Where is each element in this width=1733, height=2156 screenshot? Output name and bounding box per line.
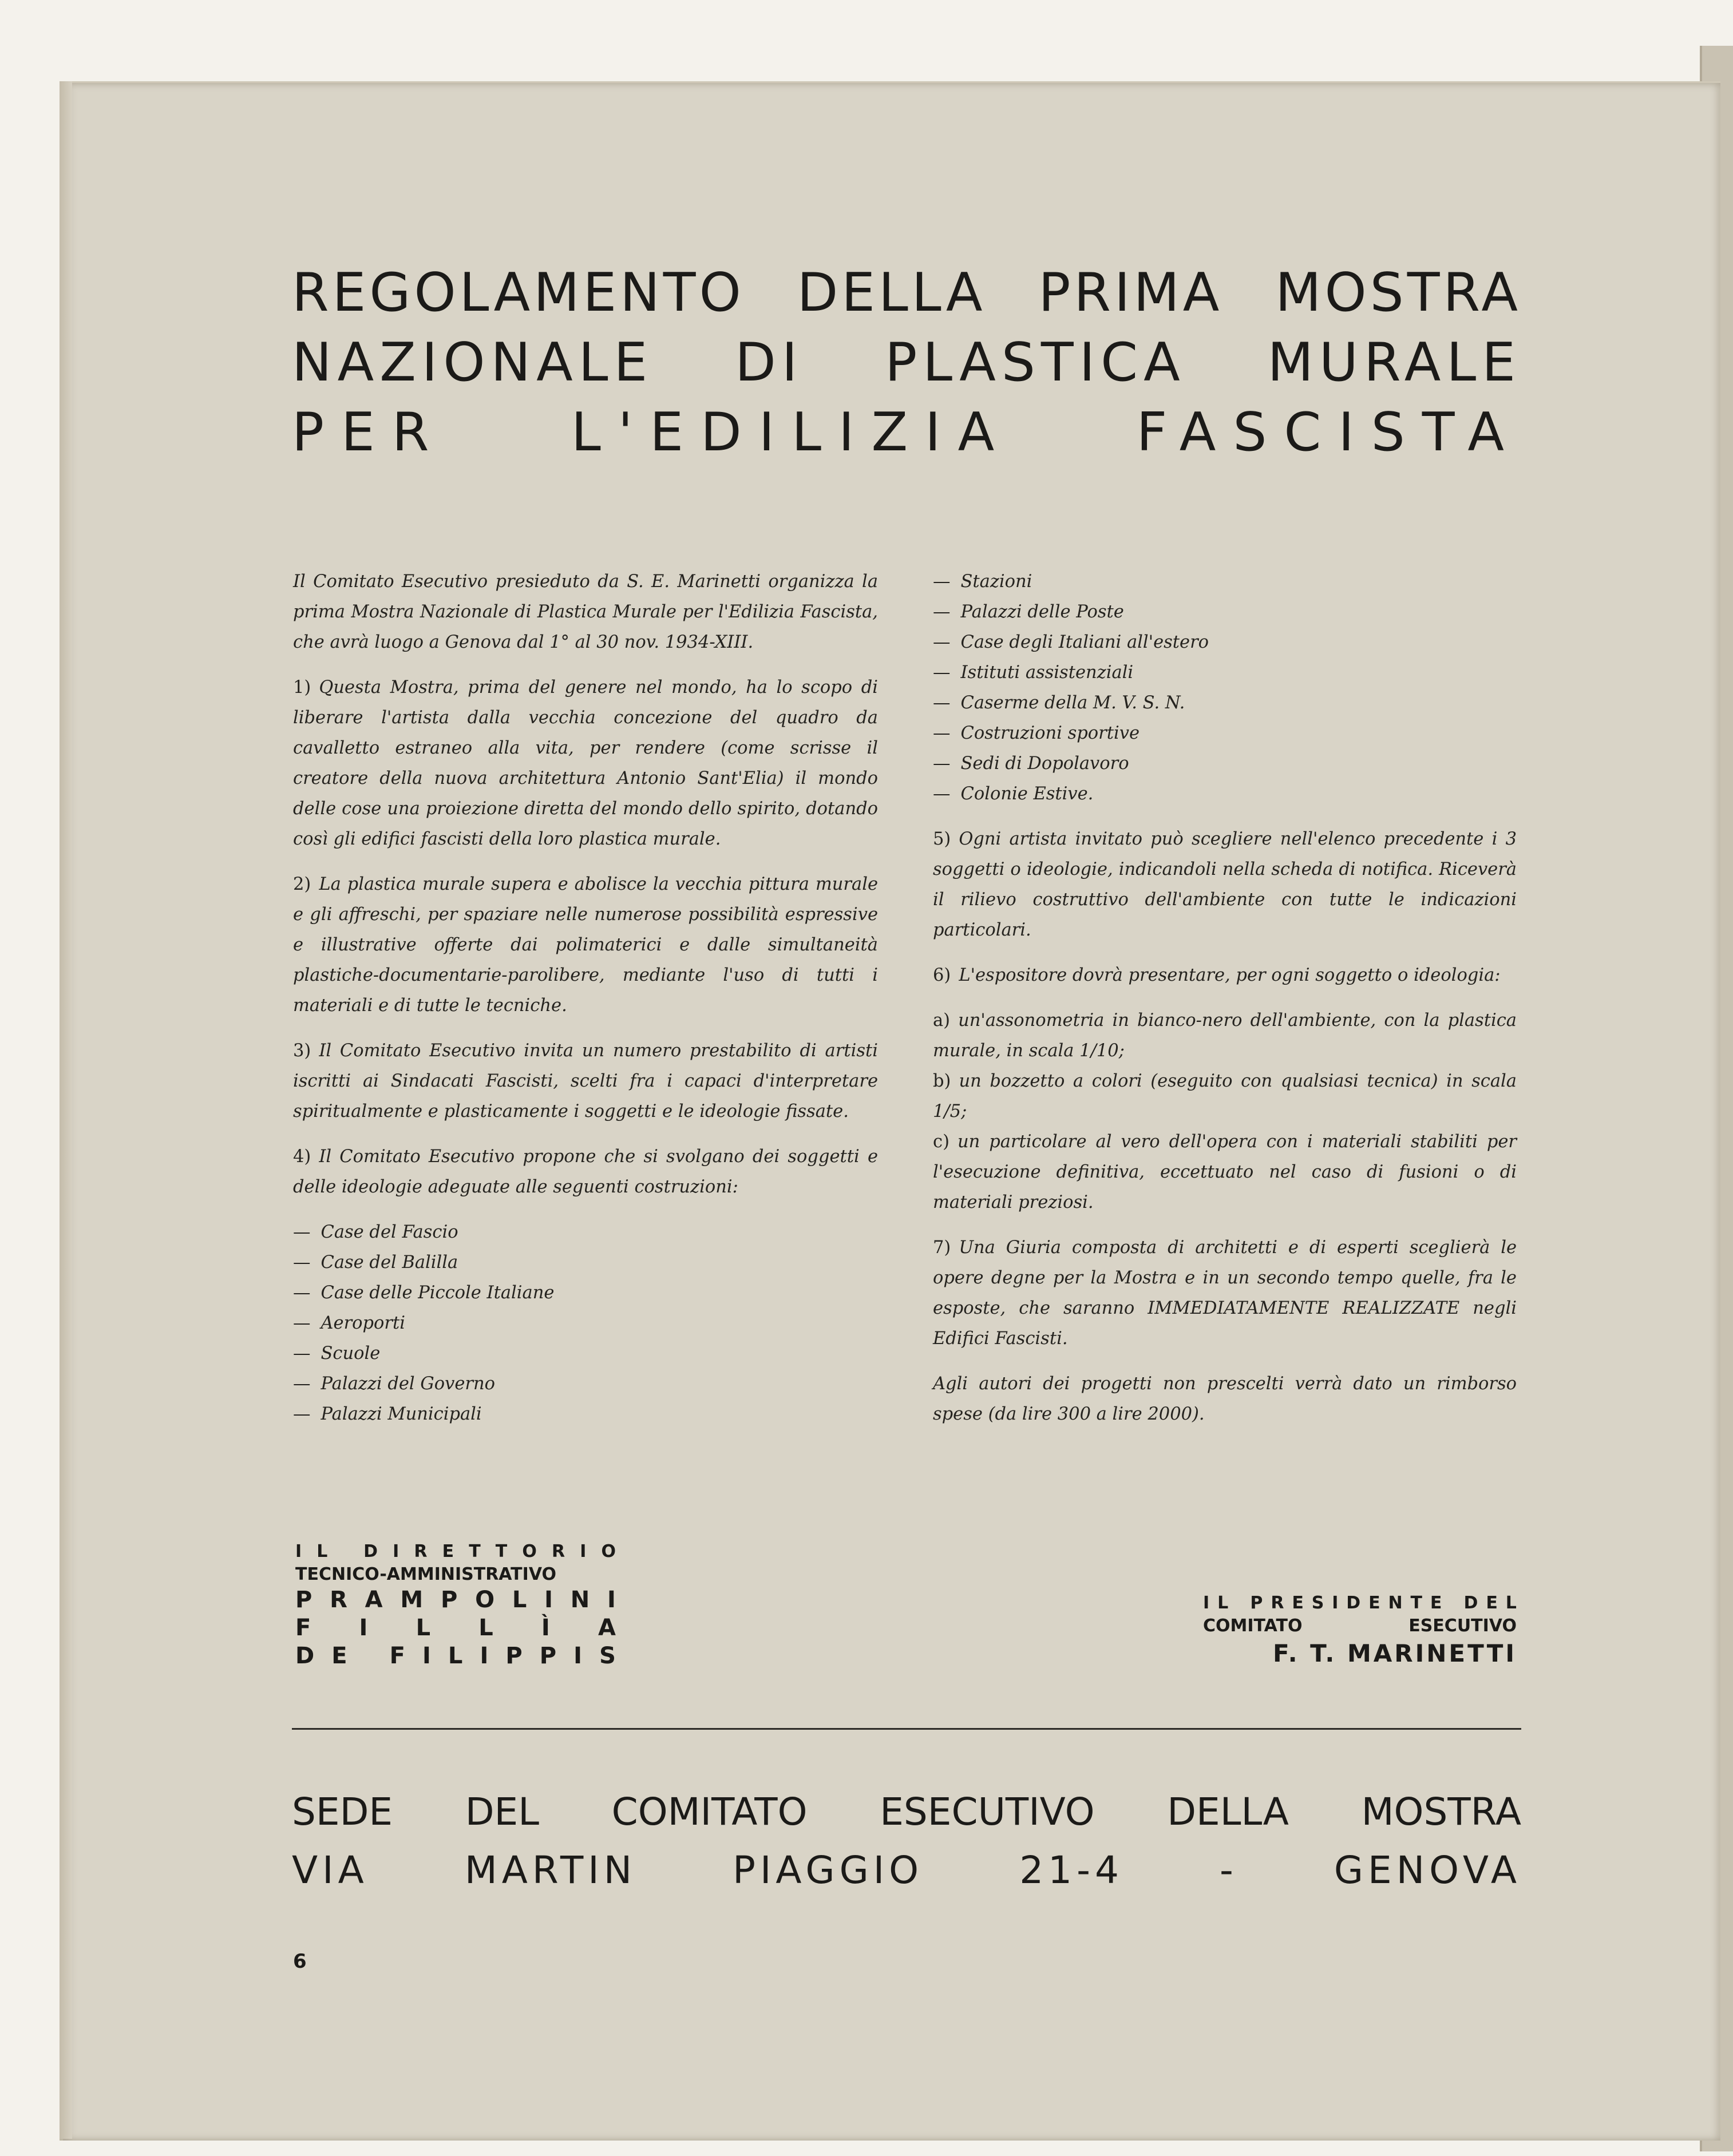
item-letter: a) <box>933 1010 951 1031</box>
letter: E <box>442 1541 454 1561</box>
letter: P <box>505 1643 523 1669</box>
letter: D <box>295 1643 315 1669</box>
article-number: 6) <box>933 965 951 985</box>
title-line-2 <box>292 327 1521 397</box>
letter: L <box>448 1643 463 1669</box>
sig-line-2: TECNICO-AMMINISTRATIVO <box>295 1564 557 1584</box>
list-item: — Istituti assistenziali <box>933 663 1134 683</box>
article-text: Il Comitato Esecutivo propone che si svolgano dei soggetti e delle ideologie adeguate alle seguenti costruzioni: <box>293 1147 878 1197</box>
article-text: Ogni artista invitato può scegliere nell'elenco precedente i 3 soggetti o ideologie, indicandoli nella scheda di notifica. Riceverà il rilievo costruttivo dell'ambiente con tutte le indicazioni particolari. <box>933 829 1517 940</box>
letter: P <box>295 1587 312 1613</box>
article-number: 4) <box>293 1147 311 1167</box>
letter: L <box>478 1615 493 1641</box>
title-word: DI <box>735 331 804 393</box>
letter: E <box>1292 1593 1304 1613</box>
letter: I <box>480 1643 489 1669</box>
title-line-1 <box>292 257 1521 327</box>
letter: N <box>570 1587 590 1613</box>
list-item: — Aeroporti <box>293 1313 405 1333</box>
article-2 <box>293 869 878 1021</box>
list-item: — Palazzi Municipali <box>293 1404 482 1424</box>
letter: I <box>359 1615 368 1641</box>
list-item: — Case delle Piccole Italiane <box>293 1283 555 1303</box>
letter <box>365 1642 373 1670</box>
list-item: — Scuole <box>293 1343 381 1364</box>
item-text: un particolare al vero dell'opera con i materiali stabiliti per l'esecuzione definitiva, eccettuato nel caso di fusioni o di materiali preziosi. <box>933 1132 1517 1212</box>
letter: R <box>330 1587 347 1613</box>
article-number: 5) <box>933 829 951 849</box>
title-word: REGOLAMENTO <box>292 261 745 323</box>
letter: L <box>416 1615 431 1641</box>
article-text: L'espositore dovrà presentare, per ogni soggetto o ideologia: <box>959 965 1501 985</box>
article-1 <box>293 672 878 854</box>
letter: L <box>1217 1593 1229 1613</box>
sig-name-prampolini <box>295 1586 616 1614</box>
sig-name-fillia <box>295 1614 616 1642</box>
letter: Ì <box>541 1615 550 1641</box>
letter <box>343 1540 349 1563</box>
letter <box>1450 1592 1455 1615</box>
title-line-3 <box>292 397 1521 467</box>
sig-president-line-2: COMITATO ESECUTIVO <box>1203 1616 1517 1636</box>
letter: E <box>1368 1593 1380 1613</box>
letter: E <box>1430 1593 1442 1613</box>
article-text: Una Giuria composta di architetti e di esperti sceglierà le opere degne per la Mostra e in un secondo tempo quelle, fra le esposte, che saranno IMMEDIATAMENTE REALIZZATE negli Edifici Fascisti. <box>933 1238 1517 1349</box>
letter: L <box>316 1541 328 1561</box>
list-item: — Costruzioni sportive <box>933 723 1140 743</box>
closing-paragraph: Agli autori dei progetti non prescelti verrà dato un rimborso spese (da lire 300 a lire 2000). <box>933 1374 1517 1424</box>
letter: D <box>1463 1593 1478 1613</box>
item-letter: b) <box>933 1071 951 1091</box>
sig-president-name: F. T. MARINETTI <box>1273 1639 1517 1667</box>
letter: E <box>331 1643 347 1669</box>
letter: A <box>598 1615 616 1641</box>
list-item: — Colonie Estive. <box>933 784 1094 804</box>
footer-line-2: VIA MARTIN PIAGGIO 21-4 - GENOVA <box>292 1848 1521 1892</box>
letter: P <box>539 1643 557 1669</box>
letter: O <box>522 1541 537 1561</box>
letter: S <box>599 1643 616 1669</box>
title-word: PLASTICA <box>885 331 1186 393</box>
list-item: — Sedi di Dopolavoro <box>933 754 1129 774</box>
title-word: PER <box>292 401 446 463</box>
list-item: — Palazzi delle Poste <box>933 602 1124 622</box>
page-binding-edge <box>60 81 72 2139</box>
letter <box>1236 1592 1242 1615</box>
article-text: La plastica murale supera e abolisce la vecchia pittura murale e gli affreschi, per spaziare nelle numerose possibilità espressive e illustrative offerte dai polimaterici e dalle simultaneità plastiche-documentarie-parolibere, mediante l'uso di tutti i materiali e di tutte le tecniche. <box>293 874 878 1016</box>
horizontal-rule <box>292 1728 1521 1730</box>
letter: M <box>400 1587 424 1613</box>
sig-line-1 <box>295 1540 616 1563</box>
article-3 <box>293 1036 878 1127</box>
letter: I <box>573 1643 583 1669</box>
title-word: PRIMA <box>1038 261 1223 323</box>
item-letter: c) <box>933 1132 949 1152</box>
letter: D <box>1346 1593 1361 1613</box>
letter: T <box>1410 1593 1422 1613</box>
article-number: 1) <box>293 677 311 697</box>
footer-address <box>292 1783 1521 1900</box>
left-column <box>293 566 878 1429</box>
page-title <box>292 257 1521 467</box>
signature-president <box>1203 1592 1517 1670</box>
article-7 <box>933 1232 1517 1354</box>
letter: I <box>580 1541 587 1561</box>
title-word: MURALE <box>1267 331 1521 393</box>
item-text: un'assonometria in bianco-nero dell'ambiente, con la plastica murale, in scala 1/10; <box>933 1010 1517 1061</box>
letter: P <box>1250 1593 1263 1613</box>
page-number: 6 <box>293 1950 307 1973</box>
right-column <box>933 566 1517 1429</box>
letter: P <box>440 1587 458 1613</box>
letter: R <box>414 1541 428 1561</box>
letter: I <box>295 1541 302 1561</box>
letter: R <box>551 1541 565 1561</box>
list-item: — Caserme della M. V. S. N. <box>933 693 1185 713</box>
letter: A <box>365 1587 383 1613</box>
item-c <box>933 1127 1517 1218</box>
title-word: DELLA <box>797 261 986 323</box>
letter: N <box>1388 1593 1403 1613</box>
list-item: — Palazzi del Governo <box>293 1374 495 1394</box>
letter: E <box>1486 1593 1498 1613</box>
footer-line-1: SEDE DEL COMITATO ESECUTIVO DELLA MOSTRA <box>292 1790 1521 1834</box>
article-4 <box>293 1142 878 1202</box>
letter: I <box>393 1541 399 1561</box>
letter: T <box>469 1541 481 1561</box>
item-text: un bozzetto a colori (eseguito con qualsiasi tecnica) in scala 1/5; <box>933 1071 1517 1121</box>
title-word: MOSTRA <box>1275 261 1521 323</box>
article-text: Questa Mostra, prima del genere nel mondo, ha lo scopo di liberare l'artista dalla vecchia concezione del quadro da cavalletto estraneo alla vita, per rendere (come scrisse il creatore della nuova architettura Antonio Sant'Elia) il mondo delle cose una proiezione diretta del mondo dello spirito, dotando così gli edifici fascisti della loro plastica murale. <box>293 677 878 849</box>
letter: L <box>512 1587 527 1613</box>
letter: I <box>1332 1593 1339 1613</box>
sig-president-line-1 <box>1203 1592 1517 1615</box>
letter: O <box>475 1587 495 1613</box>
article-number: 3) <box>293 1041 311 1061</box>
intro-paragraph: Il Comitato Esecutivo presieduto da S. E. Marinetti organizza la prima Mostra Nazionale di Plastica Murale per l'Edilizia Fascista, che avrà luogo a Genova dal 1° al 30 nov. 1934-XIII. <box>293 572 878 652</box>
list-item: — Case del Fascio <box>293 1222 458 1242</box>
list-item: — Stazioni <box>933 572 1032 592</box>
item-b <box>933 1066 1517 1127</box>
sig-name-de-filippis <box>295 1642 616 1670</box>
article-number: 7) <box>933 1238 951 1258</box>
letter: S <box>1311 1593 1324 1613</box>
building-list-left <box>293 1217 878 1429</box>
letter: F <box>295 1615 311 1641</box>
list-item: — Case degli Italiani all'estero <box>933 632 1209 652</box>
building-list-right <box>933 566 1517 809</box>
signature-directorate <box>295 1540 616 1670</box>
letter: D <box>363 1541 378 1561</box>
letter: I <box>544 1587 553 1613</box>
title-word: NAZIONALE <box>292 331 654 393</box>
letter: T <box>495 1541 508 1561</box>
list-item: — Case del Balilla <box>293 1253 458 1273</box>
article-number: 2) <box>293 874 311 894</box>
title-word: FASCISTA <box>1136 401 1521 463</box>
letter: I <box>422 1643 431 1669</box>
item-a <box>933 1005 1517 1066</box>
letter: L <box>1505 1593 1517 1613</box>
article-5 <box>933 824 1517 945</box>
title-word: L'EDILIZIA <box>571 401 1012 463</box>
letter: F <box>389 1643 405 1669</box>
letter: I <box>1203 1593 1210 1613</box>
letter: O <box>601 1541 616 1561</box>
article-6 <box>933 960 1517 990</box>
letter: I <box>607 1587 616 1613</box>
article-text: Il Comitato Esecutivo invita un numero prestabilito di artisti iscritti ai Sindacati Fascisti, scelti fra i capaci d'interpretare spiritualmente e plasticamente i soggetti e le ideologie fissate. <box>293 1041 878 1121</box>
letter: R <box>1271 1593 1284 1613</box>
